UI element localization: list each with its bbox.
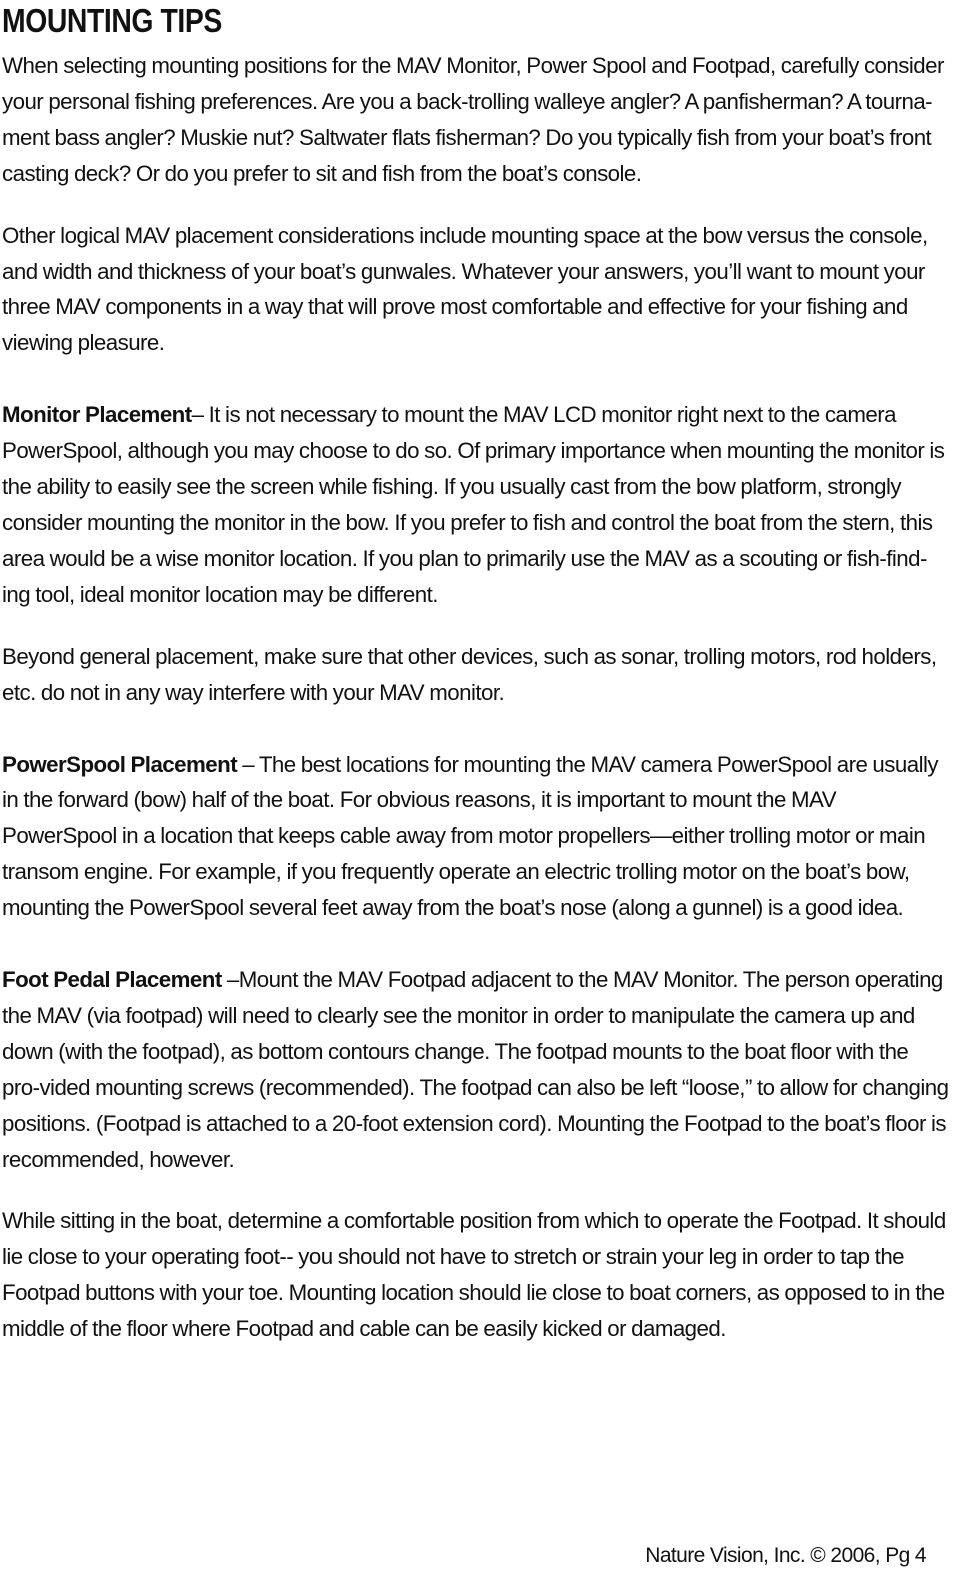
intro-paragraph-1: When selecting mounting positions for the MAV Monitor, Power Spool and Footpad, carefully consider your personal fishing preferences. Are you a back-trolling walleye angler? A panfisherman? A tourna-ment bass angler? Muskie nut? Saltwater flats fisherman? Do you typically fish from your boat’s front casting deck? Or do you prefer to sit and fish from the boat’s console. — [2, 53, 944, 186]
foot-pedal-followup-paragraph: While sitting in the boat, determine a comfortable position from which to operate the Footpad. It should lie close to your operating foot-- you should not have to stretch or strain your leg in order to tap the Footpad buttons with your toe. Mounting location should lie close to boat corners, as opposed to in the middle of the floor where Footpad and cable can be easily kicked or damaged. — [2, 1208, 946, 1342]
foot-pedal-placement-body: –Mount the MAV Footpad adjacent to the MAV Monitor. The person operating the MAV (via footpad) will need to clearly see the monitor in order to manipulate the camera up and down (with the footpad), as bottom contours change. The footpad mounts to the boat floor with the pro-vided mounting screws (recommended). The footpad can also be left “loose,” to allow for changing positions. (Footpad is attached to a 20-foot extension cord). Mounting the Footpad to the boat’s floor is recommended, however. — [2, 967, 949, 1172]
monitor-placement-heading: Monitor Placement — [2, 402, 192, 428]
page-content — [2, 48, 950, 1347]
monitor-followup-paragraph: Beyond general placement, make sure that other devices, such as sonar, trolling motors, rod holders, etc. do not in any way interfere with your MAV monitor. — [2, 643, 937, 705]
monitor-placement-paragraph — [2, 397, 950, 612]
page-title: MOUNTING TIPS — [2, 2, 222, 39]
foot-pedal-placement-paragraph — [2, 962, 950, 1177]
powerspool-placement-paragraph — [2, 747, 950, 927]
powerspool-placement-heading: PowerSpool Placement — [2, 751, 238, 777]
monitor-placement-body: – It is not necessary to mount the MAV LCD monitor right next to the camera PowerSpool, although you may choose to do so. Of primary importance when mounting the monitor is the ability to easily see the screen while fishing. If you usually cast from the bow platform, strongly consider mounting the monitor in the bow. If you prefer to fish and control the boat from the stern, this area would be a wise monitor location. If you plan to primarily use the MAV as a scouting or fish-find-ing tool, ideal monitor location may be different. — [2, 402, 945, 607]
intro-paragraph-2: Other logical MAV placement considerations include mounting space at the bow versus the console, and width and thickness of your boat’s gunwales. Whatever your answers, you’ll want to mount your three MAV components in a way that will prove most comfortable and effective for your fishing and viewing pleasure. — [2, 222, 928, 356]
foot-pedal-placement-heading: Foot Pedal Placement — [2, 967, 222, 993]
powerspool-placement-body: – The best locations for mounting the MAV camera PowerSpool are usually in the forward (bow) half of the boat. For obvious reasons, it is important to mount the MAV PowerSpool in a location that keeps cable away from motor propellers—either trolling motor or main transom engine. For example, if you frequently operate an electric trolling motor on the boat’s bow, mounting the PowerSpool several feet away from the boat’s nose (along a gunnel) is a good idea. — [2, 751, 938, 921]
page-footer: Nature Vision, Inc. © 2006, Pg 4 — [645, 1544, 926, 1567]
